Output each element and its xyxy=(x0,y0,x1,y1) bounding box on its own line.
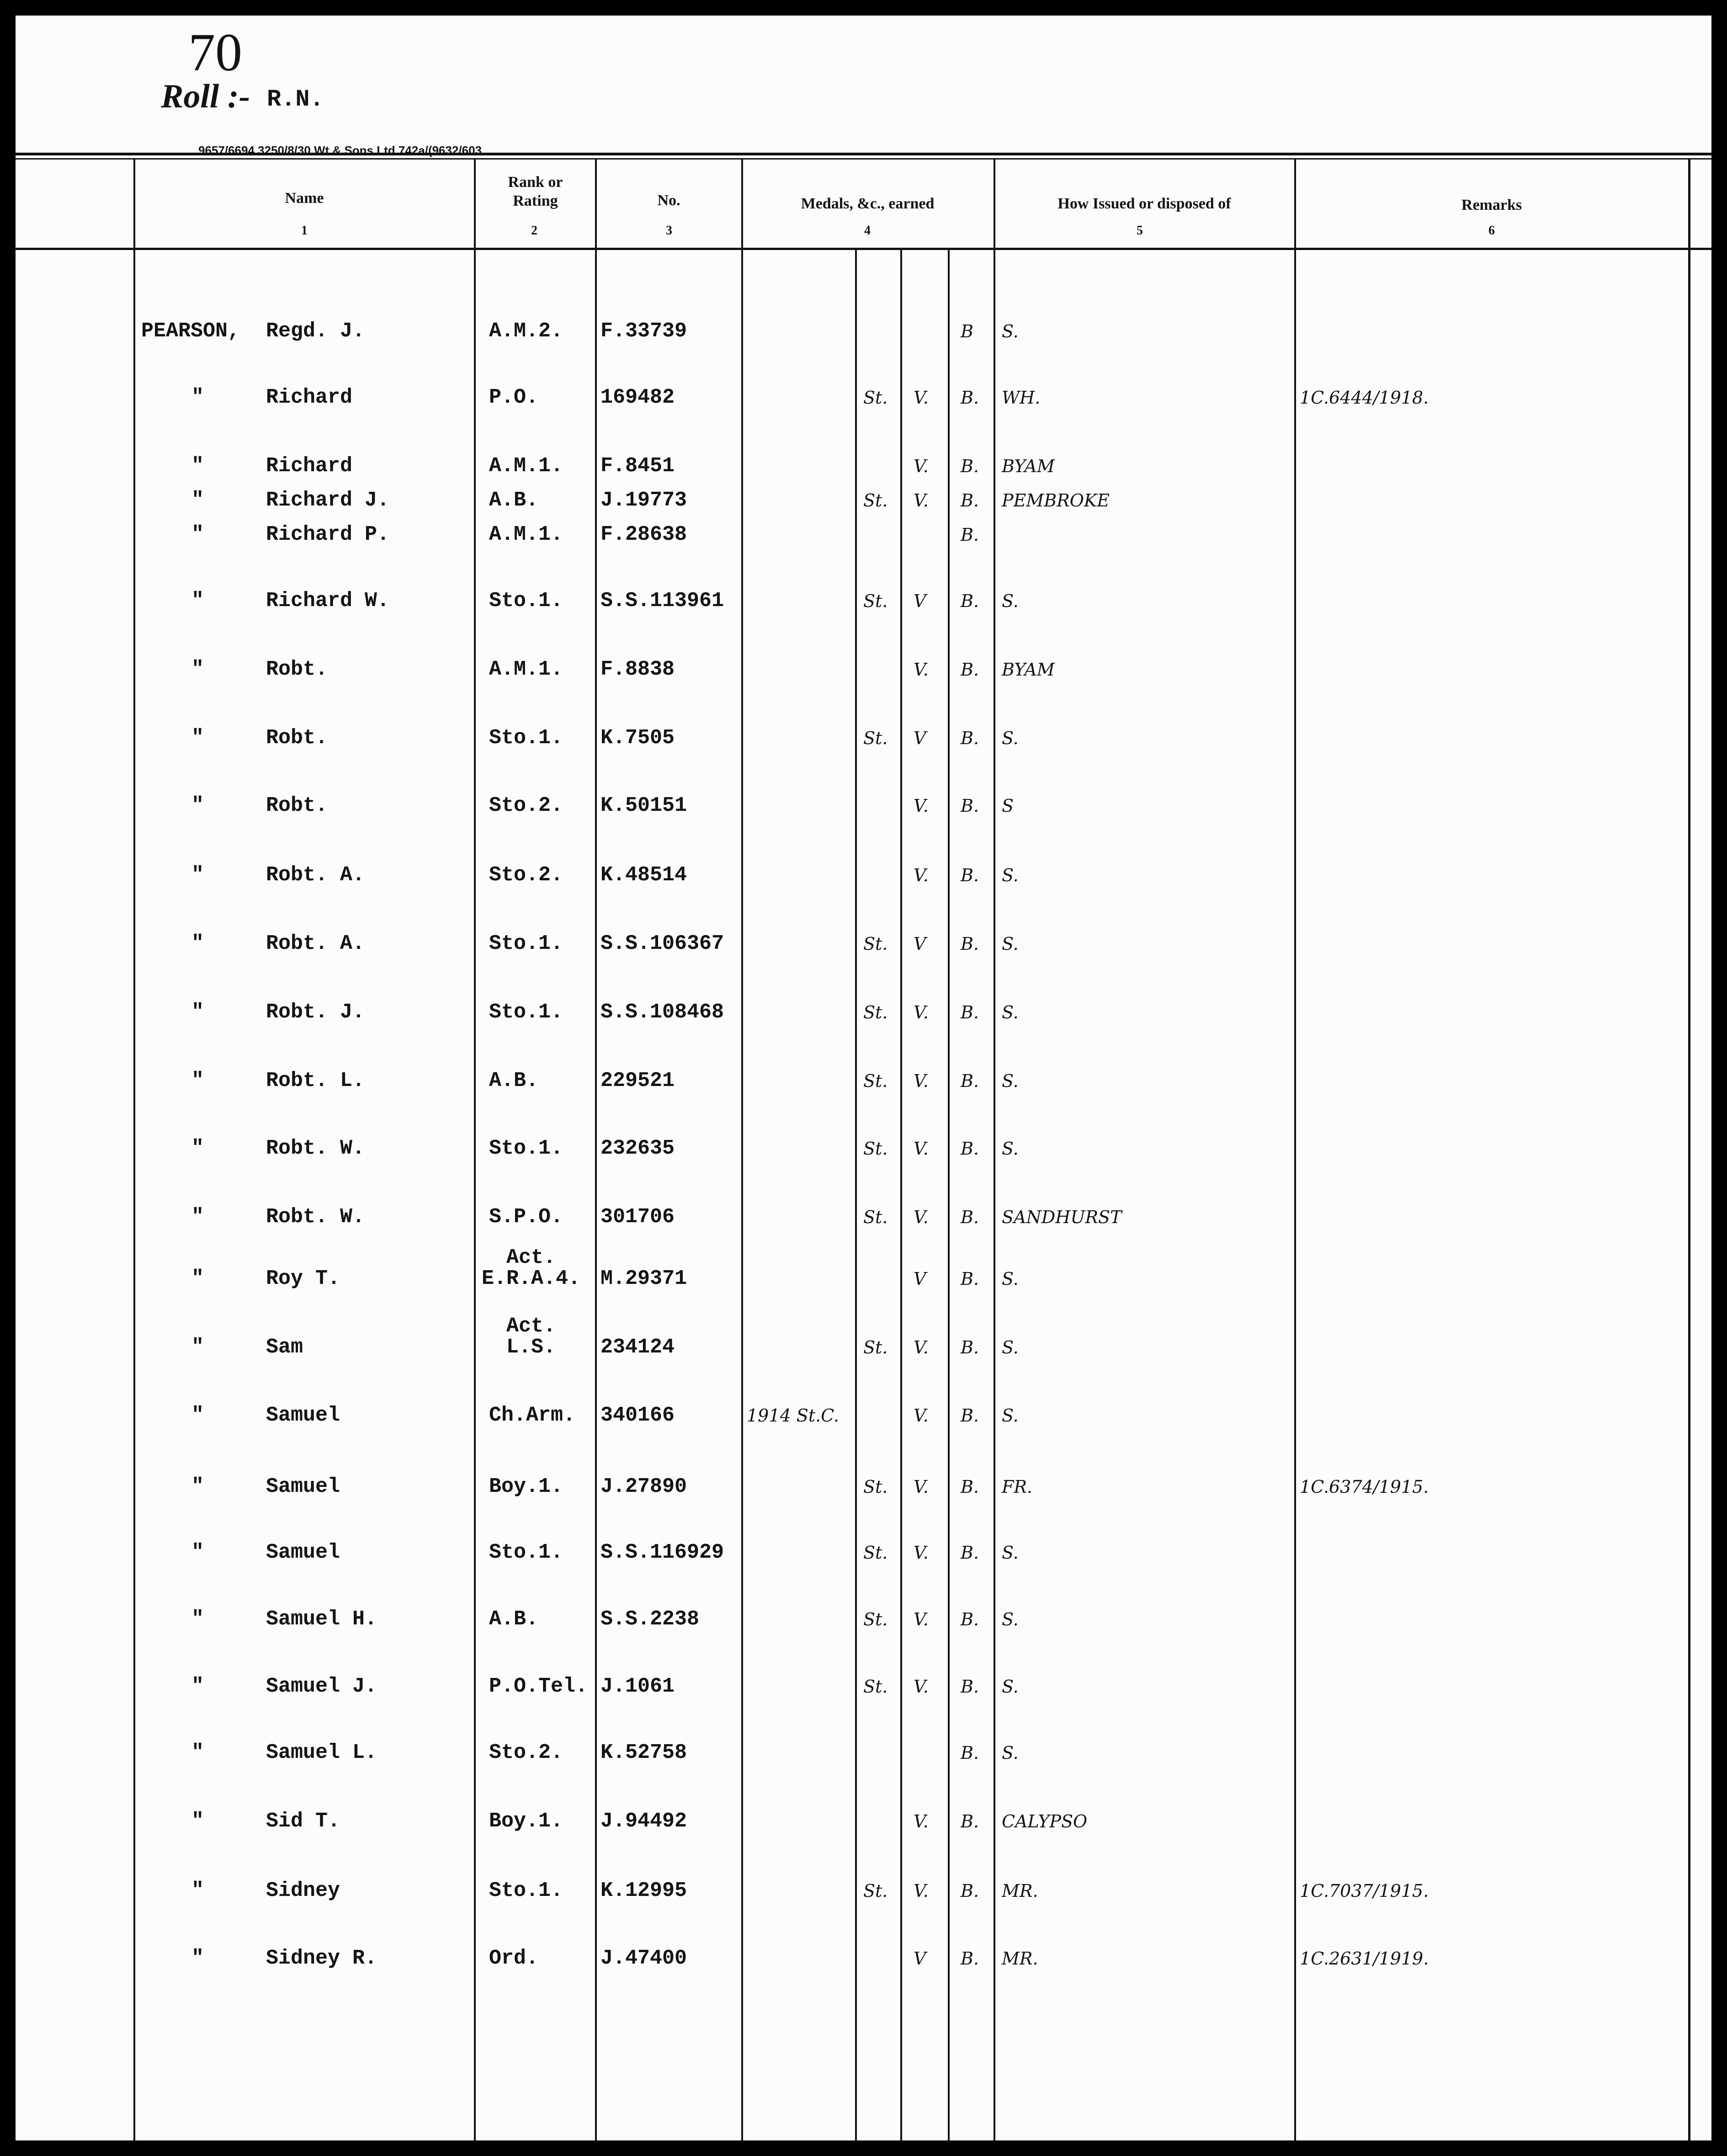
entry-issued: S. xyxy=(1002,1139,1019,1159)
entry-british-medal: B. xyxy=(961,1337,979,1357)
column-rule-right xyxy=(1688,158,1690,2140)
ditto-mark: " xyxy=(191,658,204,681)
entry-british-medal: B. xyxy=(961,388,979,408)
entry-rank: A.M.2. xyxy=(489,319,563,343)
ditto-mark: " xyxy=(191,1608,204,1631)
column-heading-medals: Medals, &c., earned xyxy=(801,195,935,212)
entry-issued: S. xyxy=(1002,1071,1019,1091)
column-number-3: 3 xyxy=(666,224,672,238)
entry-victory-medal: V. xyxy=(914,1811,929,1831)
entry-service-number: K.50151 xyxy=(600,794,687,817)
entry-british-medal: B. xyxy=(961,1881,979,1901)
entry-victory-medal: V. xyxy=(914,1002,929,1022)
entry-british-medal: B. xyxy=(961,796,979,816)
ditto-mark: " xyxy=(191,1741,204,1764)
entry-remarks: 1C.2631/1919. xyxy=(1300,1948,1429,1969)
entry-british-medal: B. xyxy=(961,728,979,748)
ditto-mark: " xyxy=(191,932,204,955)
entry-british-medal: B. xyxy=(961,1743,979,1763)
entry-issued: S. xyxy=(1002,1002,1019,1022)
entry-victory-medal: V. xyxy=(914,1139,929,1159)
ditto-mark: " xyxy=(191,1947,204,1970)
entry-forename: Samuel L. xyxy=(266,1741,377,1764)
entry-issued: CALYPSO xyxy=(1002,1811,1088,1831)
entry-service-number: S.S.108468 xyxy=(600,1001,724,1024)
entry-issued: S. xyxy=(1002,321,1019,341)
column-number-4: 4 xyxy=(864,224,871,238)
entry-british-medal: B. xyxy=(961,1477,979,1497)
roll-value: R.N. xyxy=(267,86,324,113)
entry-issued: S xyxy=(1002,796,1014,816)
entry-forename: Robt. A. xyxy=(266,863,365,887)
header-bottom-rule xyxy=(16,248,1711,250)
column-rule-left xyxy=(133,158,135,2140)
ditto-mark: " xyxy=(191,1675,204,1698)
entry-service-number: 232635 xyxy=(600,1137,675,1160)
medal-subrule-3 xyxy=(948,249,950,2140)
entry-issued: FR. xyxy=(1002,1477,1033,1497)
entry-star-medal: St. xyxy=(863,934,888,954)
ditto-mark: " xyxy=(191,1267,204,1290)
entry-rank: Act. xyxy=(506,1246,556,1269)
entry-service-number: 301706 xyxy=(600,1205,675,1229)
entry-victory-medal: V. xyxy=(914,456,929,476)
entry-victory-medal: V. xyxy=(914,1609,929,1629)
ditto-mark: " xyxy=(191,1541,204,1564)
entry-surname: PEARSON, xyxy=(141,319,240,343)
entry-service-number: J.1061 xyxy=(600,1675,675,1698)
entry-victory-medal: V. xyxy=(914,388,929,408)
ditto-mark: " xyxy=(191,1810,204,1833)
ditto-mark: " xyxy=(191,489,204,512)
entry-forename: Richard xyxy=(266,454,353,478)
entry-victory-medal: V. xyxy=(914,1405,929,1426)
entry-service-number: F.28638 xyxy=(600,523,687,546)
entry-forename: Sid T. xyxy=(266,1810,340,1833)
entry-rank: Ord. xyxy=(489,1947,539,1970)
entry-rank: A.B. xyxy=(489,489,539,512)
entry-rank: A.M.1. xyxy=(489,523,563,546)
entry-service-number: 340166 xyxy=(600,1404,675,1427)
entry-star-medal: St. xyxy=(863,1543,888,1563)
ditto-mark: " xyxy=(191,1404,204,1427)
entry-rank: Sto.1. xyxy=(489,726,563,750)
entry-rank-line-2: E.R.A.4. xyxy=(481,1267,581,1290)
column-rule-remarks xyxy=(1294,158,1296,2140)
ditto-mark: " xyxy=(191,726,204,750)
entry-british-medal: B. xyxy=(961,1269,979,1289)
entry-forename: Roy T. xyxy=(266,1267,340,1290)
print-reference: 9657/6694 3250/8/30 Wt & Sons Ltd 742a/(9632/603 xyxy=(198,144,482,157)
entry-british-medal: B. xyxy=(961,660,979,680)
entry-british-medal: B. xyxy=(961,490,979,511)
column-heading-name: Name xyxy=(285,190,324,207)
entry-forename: Regd. J. xyxy=(266,319,365,343)
entry-service-number: K.12995 xyxy=(600,1879,687,1902)
entry-british-medal: B. xyxy=(961,1002,979,1022)
entry-rank: Boy.1. xyxy=(489,1475,563,1498)
entry-forename: Robt. xyxy=(266,726,328,750)
entry-service-number: K.7505 xyxy=(600,726,675,750)
entry-forename: Richard P. xyxy=(266,523,390,546)
ditto-mark: " xyxy=(191,1205,204,1229)
entry-star-medal: St. xyxy=(863,1207,888,1227)
entry-issued: MR. xyxy=(1002,1881,1038,1901)
entry-british-medal: B. xyxy=(961,1405,979,1426)
entry-rank: A.M.1. xyxy=(489,454,563,478)
entry-victory-medal: V xyxy=(914,1948,926,1969)
entry-victory-medal: V. xyxy=(914,1477,929,1497)
ditto-mark: " xyxy=(191,1475,204,1498)
entry-rank: Sto.1. xyxy=(489,1541,563,1564)
entry-forename: Sidney R. xyxy=(266,1947,377,1970)
entry-british-medal: B. xyxy=(961,456,979,476)
entry-issued: PEMBROKE xyxy=(1002,490,1110,511)
ditto-mark: " xyxy=(191,1137,204,1160)
top-rule xyxy=(16,153,1711,155)
entry-issued: WH. xyxy=(1002,388,1041,408)
column-rule-issued xyxy=(994,158,995,2140)
entry-british-medal: B. xyxy=(961,934,979,954)
entry-rank-line-2: L.S. xyxy=(506,1336,556,1359)
entry-issued: S. xyxy=(1002,1677,1019,1697)
column-heading-rank: Rank or Rating xyxy=(508,174,563,209)
column-heading-remarks: Remarks xyxy=(1461,197,1522,213)
top-rule-double xyxy=(16,158,1711,160)
entry-rank: A.B. xyxy=(489,1069,539,1092)
entry-forename: Sam xyxy=(266,1336,303,1359)
entry-victory-medal: V. xyxy=(914,1207,929,1227)
entry-rank: Sto.2. xyxy=(489,863,563,887)
column-rule-rank xyxy=(474,158,476,2140)
entry-issued: S. xyxy=(1002,1543,1019,1563)
roll-page xyxy=(16,16,1711,2140)
entry-victory-medal: V. xyxy=(914,1071,929,1091)
entry-rank: A.B. xyxy=(489,1608,539,1631)
entry-issued: S. xyxy=(1002,1609,1019,1629)
entry-victory-medal: V xyxy=(914,1269,926,1289)
entry-star-medal: St. xyxy=(863,490,888,511)
entry-issued: S. xyxy=(1002,591,1019,611)
entry-rank: Sto.1. xyxy=(489,589,563,612)
entry-victory-medal: V. xyxy=(914,1543,929,1563)
entry-star-medal: St. xyxy=(863,1002,888,1022)
entry-forename: Robt. xyxy=(266,658,328,681)
entry-british-medal: B. xyxy=(961,1207,979,1227)
column-number-2: 2 xyxy=(531,224,537,238)
entry-victory-medal: V xyxy=(914,728,926,748)
entry-forename: Robt. L. xyxy=(266,1069,365,1092)
ditto-mark: " xyxy=(191,1069,204,1092)
entry-issued: BYAM xyxy=(1002,456,1055,476)
entry-service-number: J.19773 xyxy=(600,489,687,512)
entry-issued: BYAM xyxy=(1002,660,1055,680)
ditto-mark: " xyxy=(191,386,204,409)
entry-star-medal: St. xyxy=(863,1477,888,1497)
entry-victory-medal: V xyxy=(914,591,926,611)
ditto-mark: " xyxy=(191,1879,204,1902)
entry-service-number: S.S.2238 xyxy=(600,1608,700,1631)
entry-star-medal: St. xyxy=(863,1609,888,1629)
entry-victory-medal: V. xyxy=(914,1881,929,1901)
entry-forename: Richard xyxy=(266,386,353,409)
entry-british-medal: B. xyxy=(961,525,979,545)
entry-rank: Boy.1. xyxy=(489,1810,563,1833)
entry-service-number: 234124 xyxy=(600,1336,675,1359)
entry-remarks: 1C.6444/1918. xyxy=(1300,388,1429,408)
entry-rank: Sto.1. xyxy=(489,932,563,955)
entry-star-medal: St. xyxy=(863,591,888,611)
entry-forename: Samuel H. xyxy=(266,1608,377,1631)
entry-forename: Robt. W. xyxy=(266,1205,365,1229)
entry-issued: S. xyxy=(1002,1269,1019,1289)
entry-british-medal: B. xyxy=(961,1677,979,1697)
entry-forename: Samuel xyxy=(266,1541,340,1564)
column-heading-number: No. xyxy=(657,192,680,209)
entry-rank: Sto.1. xyxy=(489,1879,563,1902)
entry-service-number: 169482 xyxy=(600,386,675,409)
entry-star-medal: St. xyxy=(863,1139,888,1159)
entry-victory-medal: V. xyxy=(914,796,929,816)
entry-service-number: S.S.113961 xyxy=(600,589,724,612)
ditto-mark: " xyxy=(191,1336,204,1359)
entry-star-medal: St. xyxy=(863,388,888,408)
column-rule-number xyxy=(595,158,597,2140)
entry-forename: Richard W. xyxy=(266,589,390,612)
column-number-6: 6 xyxy=(1488,224,1495,238)
entry-rank: Act. xyxy=(506,1315,556,1338)
roll-label: Roll :- xyxy=(161,78,250,115)
entry-forename: Richard J. xyxy=(266,489,390,512)
entry-forename: Robt. xyxy=(266,794,328,817)
entry-service-number: 229521 xyxy=(600,1069,675,1092)
column-heading-issued: How Issued or disposed of xyxy=(1057,195,1231,212)
page-number: 70 xyxy=(188,22,242,82)
entry-issued: MR. xyxy=(1002,1948,1038,1969)
entry-forename: Samuel xyxy=(266,1404,340,1427)
entry-star-medal: St. xyxy=(863,1337,888,1357)
entry-issued: S. xyxy=(1002,934,1019,954)
entry-issued: S. xyxy=(1002,1743,1019,1763)
entry-forename: Samuel xyxy=(266,1475,340,1498)
column-number-5: 5 xyxy=(1137,224,1143,238)
entry-service-number: J.47400 xyxy=(600,1947,687,1970)
entry-british-medal: B. xyxy=(961,1071,979,1091)
entry-forename: Robt. W. xyxy=(266,1137,365,1160)
entry-star-medal: St. xyxy=(863,728,888,748)
entry-remarks: 1C.6374/1915. xyxy=(1300,1477,1429,1497)
entry-rank: Sto.2. xyxy=(489,1741,563,1764)
entry-issued: S. xyxy=(1002,1405,1019,1426)
entry-service-number: F.8451 xyxy=(600,454,675,478)
ditto-mark: " xyxy=(191,454,204,478)
entry-rank: P.O. xyxy=(489,386,539,409)
entry-victory-medal: V. xyxy=(914,660,929,680)
entry-service-number: K.48514 xyxy=(600,863,687,887)
entry-service-number: S.S.116929 xyxy=(600,1541,724,1564)
entry-victory-medal: V. xyxy=(914,1337,929,1357)
entry-medal-note: 1914 St.C. xyxy=(747,1405,839,1426)
entry-forename: Robt. A. xyxy=(266,932,365,955)
entry-rank: Sto.1. xyxy=(489,1137,563,1160)
entry-forename: Robt. J. xyxy=(266,1001,365,1024)
entry-service-number: F.33739 xyxy=(600,319,687,343)
entry-british-medal: B xyxy=(961,321,973,341)
entry-rank: S.P.O. xyxy=(489,1205,563,1229)
entry-star-medal: St. xyxy=(863,1881,888,1901)
entry-rank: Sto.1. xyxy=(489,1001,563,1024)
entry-issued: S. xyxy=(1002,1337,1019,1357)
entry-victory-medal: V. xyxy=(914,490,929,511)
ditto-mark: " xyxy=(191,589,204,612)
entry-service-number: F.8838 xyxy=(600,658,675,681)
entry-victory-medal: V xyxy=(914,934,926,954)
entry-forename: Samuel J. xyxy=(266,1675,377,1698)
ditto-mark: " xyxy=(191,863,204,887)
entry-british-medal: B. xyxy=(961,865,979,885)
entry-issued: SANDHURST xyxy=(1002,1207,1122,1227)
entry-british-medal: B. xyxy=(961,1811,979,1831)
entry-british-medal: B. xyxy=(961,1139,979,1159)
medal-subrule-1 xyxy=(855,249,857,2140)
entry-issued: S. xyxy=(1002,728,1019,748)
entry-star-medal: St. xyxy=(863,1071,888,1091)
entry-british-medal: B. xyxy=(961,1609,979,1629)
entry-british-medal: B. xyxy=(961,591,979,611)
entry-remarks: 1C.7037/1915. xyxy=(1300,1881,1429,1901)
entry-star-medal: St. xyxy=(863,1677,888,1697)
entry-rank: Sto.2. xyxy=(489,794,563,817)
entry-rank: A.M.1. xyxy=(489,658,563,681)
column-rule-medals xyxy=(741,158,743,2140)
entry-service-number: K.52758 xyxy=(600,1741,687,1764)
entry-service-number: S.S.106367 xyxy=(600,932,724,955)
entry-service-number: M.29371 xyxy=(600,1267,687,1290)
entry-british-medal: B. xyxy=(961,1948,979,1969)
ditto-mark: " xyxy=(191,1001,204,1024)
column-number-1: 1 xyxy=(301,224,308,238)
entry-forename: Sidney xyxy=(266,1879,340,1902)
entry-victory-medal: V. xyxy=(914,1677,929,1697)
entry-service-number: J.94492 xyxy=(600,1810,687,1833)
ditto-mark: " xyxy=(191,523,204,546)
ditto-mark: " xyxy=(191,794,204,817)
entry-british-medal: B. xyxy=(961,1543,979,1563)
entry-service-number: J.27890 xyxy=(600,1475,687,1498)
entry-victory-medal: V. xyxy=(914,865,929,885)
medal-subrule-2 xyxy=(900,249,902,2140)
entry-rank: P.O.Tel. xyxy=(489,1675,588,1698)
entry-issued: S. xyxy=(1002,865,1019,885)
entry-rank: Ch.Arm. xyxy=(489,1404,576,1427)
